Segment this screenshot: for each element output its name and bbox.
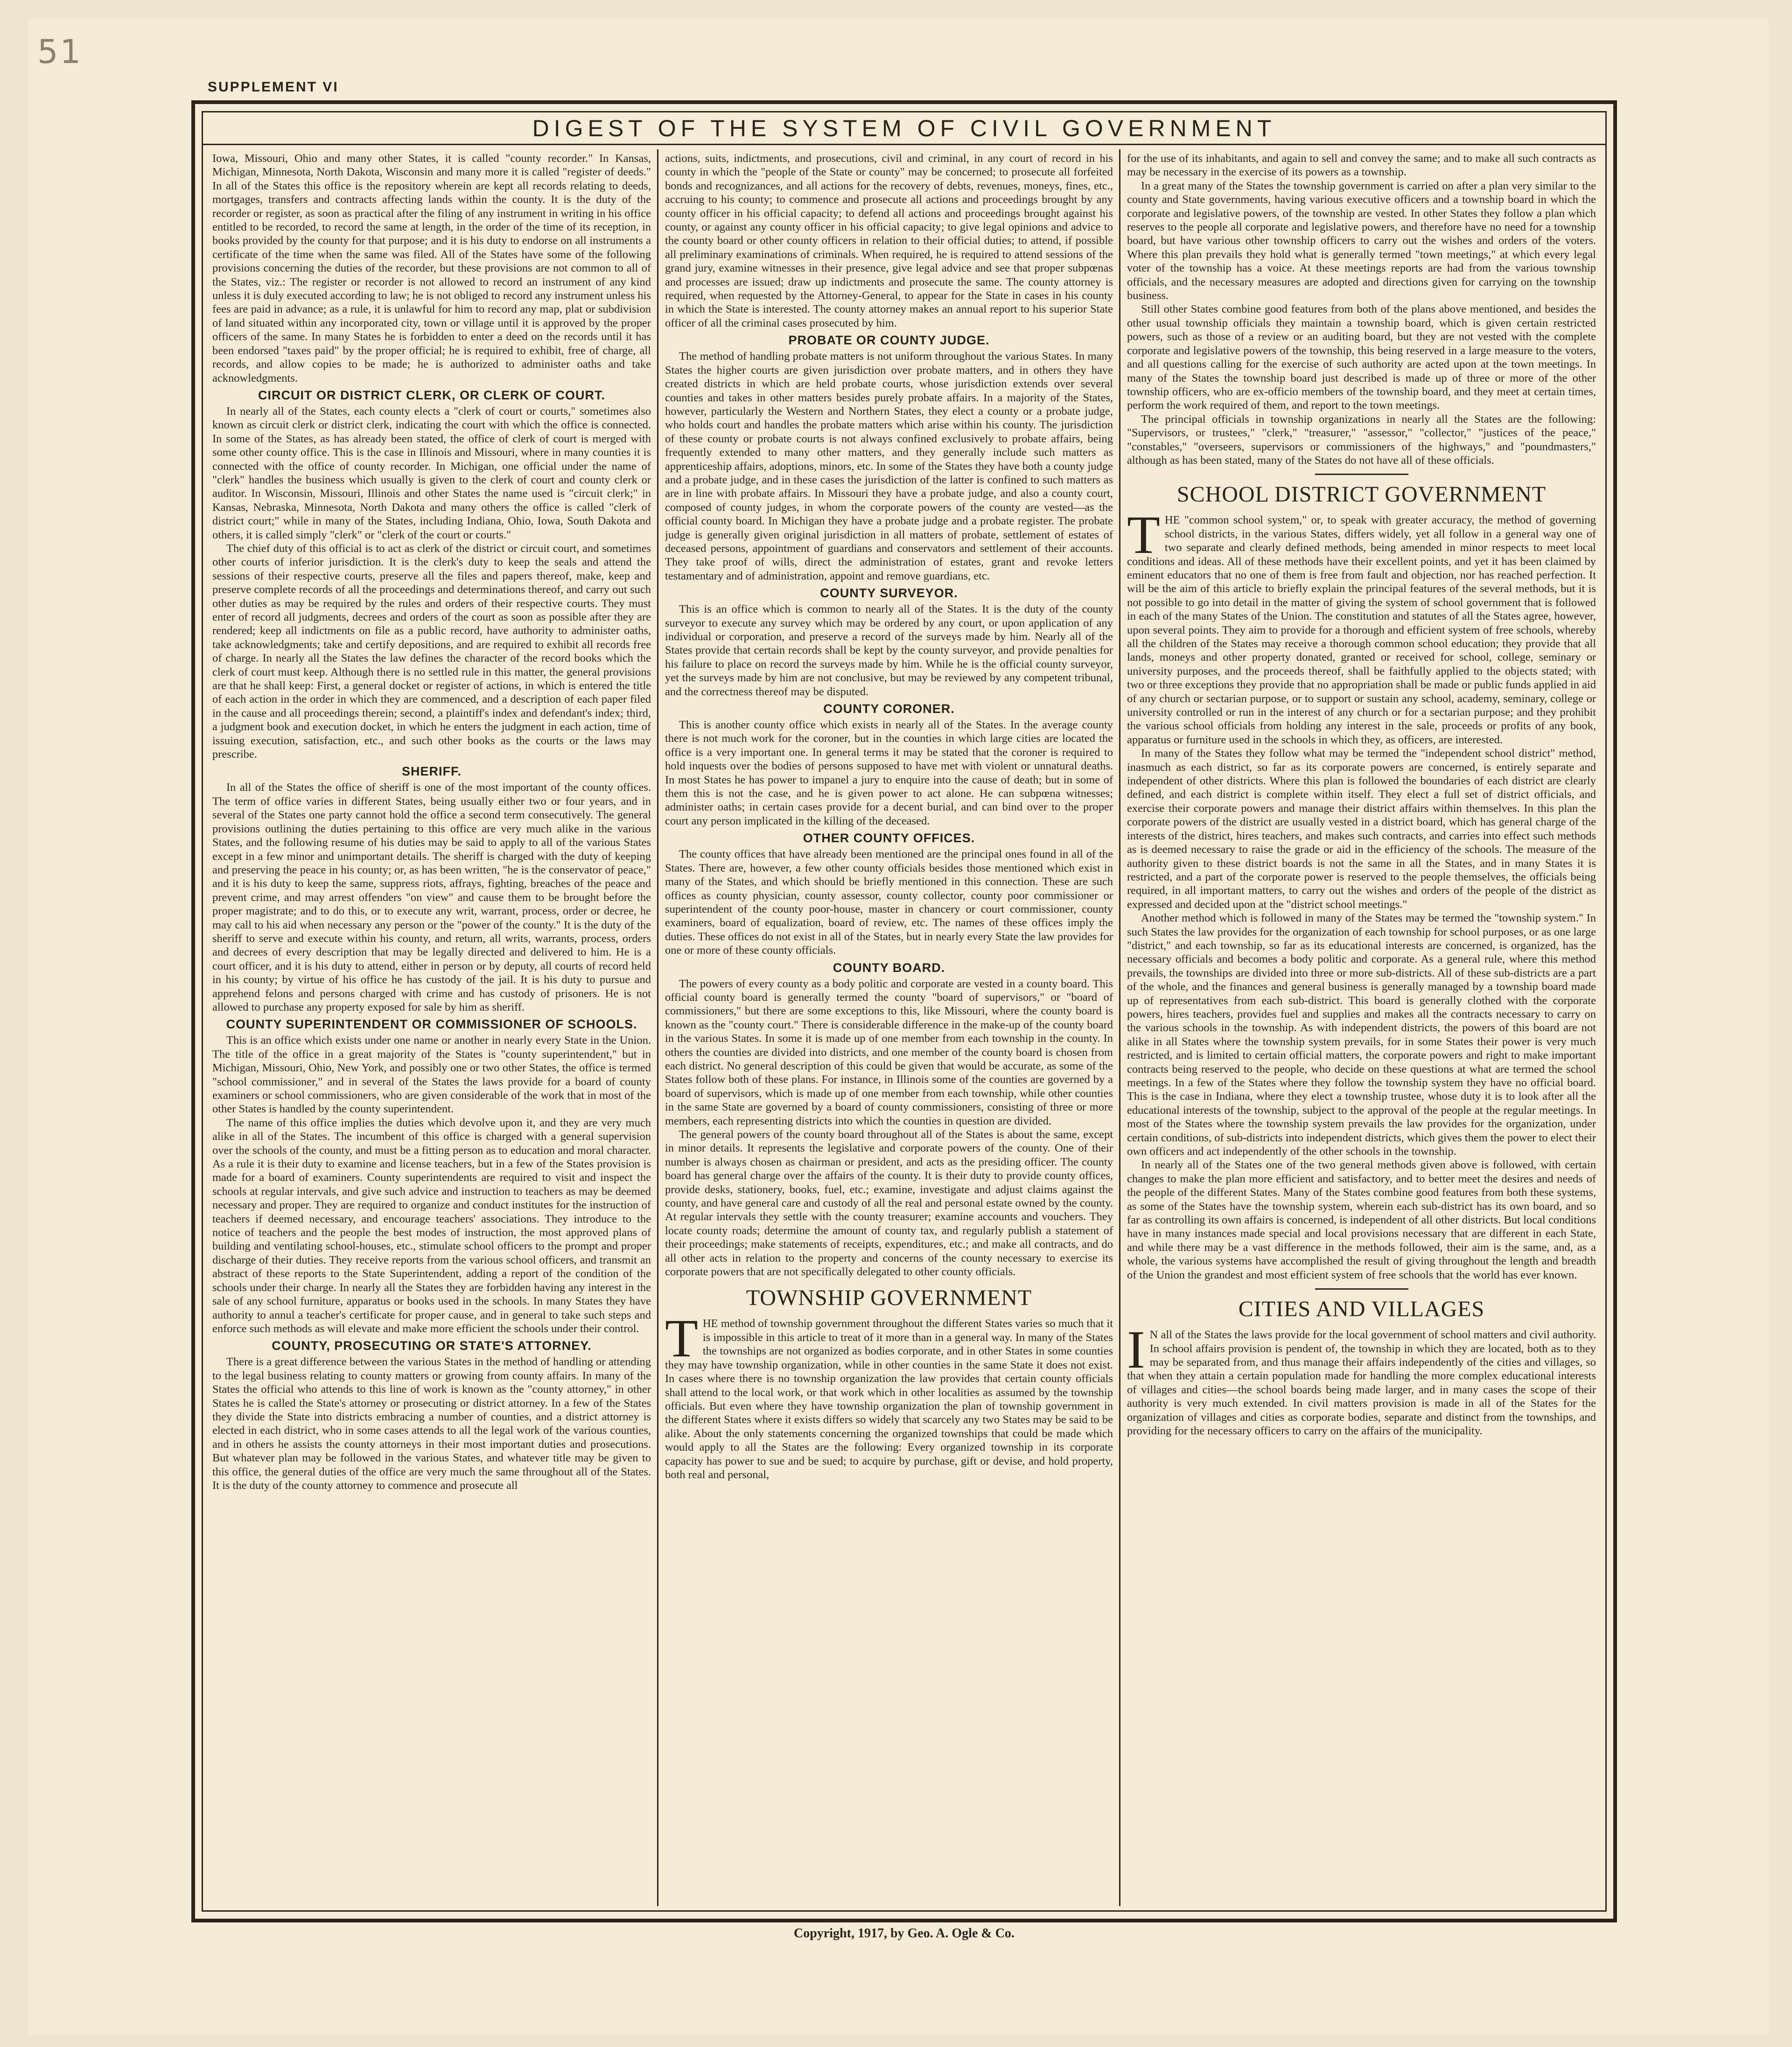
paragraph-superintendent-2: The name of this office implies the duties which devolve upon it, and they are very much alike in all of the States. The incumbent of this office is charged with a general supervision over the schools of the county, and must be a fitting person as to education and moral character. As a rule it is their duty to examine and license teachers, but in a few of the States provision is made for a board of examiners. County superintendents are required to visit and inspect the schools at regular intervals, and give such advice and instruction to teachers as may be deemed necessary and proper. They are required to organize and conduct institutes for the instruction of teachers if deemed necessary, and encourage teachers' associations. They introduce to the notice of teachers and the people the best modes of instruction, the most approved plans of building and ventilating school-houses, etc., stimulate school officers to the prompt and proper discharge of their duties. They receive reports from the various school officers, and transmit an abstract of these reports to the State Superintendent, adding a report of the condition of the schools under their charge. In nearly all the States they are forbidden having any interest in the sale of any school furniture, apparatus or books used in the schools. In many States they have authority to annul a teacher's certificate for proper cause, and in general to take such steps and enforce such methods as will elevate and make more efficient the schools under their control. [212, 1116, 651, 1335]
page-title: DIGEST OF THE SYSTEM OF CIVIL GOVERNMENT [532, 115, 1276, 141]
paragraph-coroner: This is another county office which exists in nearly all of the States. In the average county there is not much work for the coroner, but in the counties in which large cities are located the office is a very important one. In general terms it may be stated that the coroner is required to hold inquests over the bodies of persons supposed to have met with violent or unnatural deaths. In most States he has power to impanel a jury to enquire into the cause of death; but in some of them this is not the case, and he is given power to act alone. He can subpœna witnesses; administer oaths; in certain cases provide for a decent burial, and can bind over to the proper court any person implicated in the killing of the deceased. [665, 719, 1113, 827]
heading-probate: PROBATE OR COUNTY JUDGE. [788, 333, 990, 348]
paragraph-superintendent-1: This is an office which exists under one name or another in nearly every State in the Union. The title of the office in a great majority of the States is "county superintendent," but in Michigan, Missouri, Ohio, New York, and possibly one or two other States, the office is termed "school commissioner," and in several of the States the laws provide for a board of county examiners or school commissioners, who are given considerable of the work that in most of the other States is handled by the county superintendent. [212, 1034, 651, 1116]
paragraph-school-1-text: HE "common school system," or, to speak with greater accuracy, the method of governing school districts, in the various States, differs widely, yet all follow in a general way one of two separate and clearly defined methods, being amended in minor respects to meet local conditions and ideas. All of these methods have their excellent points, and yet it has been claimed by eminent educators that no one of them is free from fault and objection, nor has reached perfection. It will be the aim of this article to briefly explain the principal features of the several methods, but it is not possible to go into detail in the matter of giving the system of school government that is followed in each of the many States of the Union. The constitution and statutes of all the States agree, however, upon several points. They aim to provide for a thorough and efficient system of free schools, whereby all the children of the States may receive a thorough common school education; they provide that all lands, moneys and other property donated, granted or received for school, college, seminary or university purposes, and the proceeds thereof, shall be faithfully applied to the objects stated; with two or three exceptions they provide that no appropriation shall be made or public funds applied in aid of any church or sectarian purpose, or to support or sustain any school, academy, seminary, college or university controlled or run in the interest of any church or for a sectarian purpose; and they prohibit the various school officials from holding any interest in the sale, proceeds or profits of any book, apparatus or furniture used in the schools in which they, as officers, are interested. [1127, 514, 1596, 746]
paragraph-township-4: The principal officials in township organizations in nearly all the States are the following: "Supervisors, or trustees," "clerk," "treasurer," "assessor," "collector," "justices of the peace," "constables," "overseers, supervisors or commissioners of the highways," and "poundmasters," although as has been stated, many of the States do not have all of these officials. [1127, 412, 1596, 467]
paragraph-clerk-1: In nearly all of the States, each county elects a "clerk of court or courts," sometimes also known as circuit clerk or district clerk, indicating the court with which the office is connected. In some of the States, as has already been stated, the office of clerk of court is merged with some other county office. This is the case in Illinois and Missouri, where in many counties it is connected with the office of county recorder. In Michigan, one official under the name of "clerk" handles the business which usually is given to the clerk of court and county clerk or auditor. In Wisconsin, Missouri, Illinois and other States the name used is "circuit clerk;" in Kansas, Nebraska, Minnesota, North Dakota and many others the office is called "clerk of district court;" while in many of the States, including Indiana, Ohio, Iowa, South Dakota and others, it is called simply "clerk" or "clerk of the court or courts." [212, 405, 651, 541]
heading-superintendent: COUNTY SUPERINTENDENT OR COMMISSIONER OF SCHOOLS. [226, 1017, 637, 1032]
paragraph-township-3: Still other States combine good features from both of the plans above mentioned, and besides the other usual township officials they maintain a township board, which is given certain restricted powers, such as those of a review or an auditing board, but they are not vested with the complete corporate and legislative powers of the township, this being reserved in a large measure to the voters, and all questions calling for the exercise of such authority are acted upon at the town meetings. In many of the States the township board just described is made up of three or more of the other township officers, who are ex-officio members of the township board, and they meet at certain times, perform the work required of them, and report to the town meetings. [1127, 303, 1596, 412]
paragraph-attorney-continued: actions, suits, indictments, and prosecutions, civil and criminal, in any court of record in his county in which the "people of the State or county" may be concerned; to prosecute all forfeited bonds and recognizances, and all actions for the recovery of debts, revenues, moneys, fines, etc., accruing to his county; to commence and prosecute all actions and proceedings brought by any county officer in his official capacity; to defend all actions and proceedings brought against his county, or against any county officer in his official capacity; to give legal opinions and advice to the county board or other county officers in relation to their official duties; to attend, if possible all preliminary examinations of criminals. When required, he is required to attend sessions of the grand jury, examine witnesses in their presence, give legal advice and see that proper subpœnas and processes are issued; draw up indictments and prosecute the same. The county attorney is required, when requested by the Attorney-General, to appear for the State in cases in his county in which the State is interested. The county attorney makes an annual report to his superior State officer of all the criminal cases prosecuted by him. [665, 152, 1113, 329]
dropcap-t: T [1127, 505, 1160, 566]
paragraph-school-4: In nearly all of the States one of the two general methods given above is followed, with certain changes to make the plan more efficient and satisfactory, and to better meet the desires and needs of the people of the different States. Many of the States combine good features from both these systems, as some of the States have the township system, wherein each sub-district has its own board, and so far as controlling its own affairs is concerned, is independent of all other districts. But local conditions have in many instances made special and local provisions necessary that are different in each State, and while there may be a vast difference in the methods followed, their aim is the same, and, as a whole, the various systems have accomplished the result of giving throughout the length and breadth of the Union the grandest and most efficient system of free schools that the world has ever known. [1127, 1159, 1596, 1281]
paragraph-probate: The method of handling probate matters is not uniform throughout the various States. In many States the higher courts are given jurisdiction over probate matters, and in others they have created districts in which are held probate courts, whose jurisdiction extends over several counties and takes in other matters besides purely probate affairs. In a majority of the States, however, particularly the Western and Northern States, they elect a county or a probate judge, who holds court and handles the probate matters which arise within his county. The jurisdiction of these county or probate courts is not always confined exclusively to probate affairs, being frequently extended to many other matters, and they generally include such matters as apprenticeship affairs, adoptions, minors, etc. In some of the States they have both a county judge and a probate judge, and in these cases the jurisdiction of the latter is confined to such matters as are in line with probate affairs. In Missouri they have a probate judge, and also a county court, composed of county judges, in whom the corporate powers of the county are vested—as the official county board. In Michigan they have a probate judge and a probate register. The probate judge is generally given original jurisdiction in all matters of probate, settlement of estates of deceased persons, appointment of guardians and conservators and settlement of their accounts. They take proof of wills, direct the administration of estates, grant and revoke letters testamentary and of administration, appoint and remove guardians, etc. [665, 350, 1113, 582]
heading-attorney: COUNTY, PROSECUTING OR STATE'S ATTORNEY. [272, 1339, 592, 1353]
paragraph-cities [1127, 1320, 1596, 1438]
paragraph-sheriff: In all of the States the office of sheriff is one of the most important of the county offices. The term of office varies in different States, being usually either two or four years, and in several of the States one party cannot hold the office a second term consecutively. The general provisions outlining the duties pertaining to this office are very much alike in the various States, and the following resume of his duties may be said to apply to all of the various States except in a few minor and unimportant details. The sheriff is charged with the duty of keeping and preserving the peace in his county; or, as has been written, "he is the conservator of peace," and it is his duty to keep the same, suppress riots, affrays, fighting, breaches of the peace and prevent crime, and may arrest offenders "on view" and cause them to be brought before the proper magistrate; and to do this, or to execute any writ, warrant, process, order or decree, he may call to his aid when necessary any person or the "power of the county." It is the duty of the sheriff to serve and execute within his county, and return, all writs, warrants, process, orders and decrees of every description that may be legally directed and delivered to him. He is a court officer, and it is his duty to attend, either in person or by deputy, all courts of record held in his county; by virtue of his office he has custody of the jail. It is his duty to pursue and apprehend felons and persons charged with crime and has custody of prisoners. He is not allowed to purchase any property exposed for sale by him as sheriff. [212, 781, 651, 1013]
paragraph-township [665, 1309, 1113, 1481]
section-rule [1315, 1288, 1408, 1290]
paragraph-county-board-1: The powers of every county as a body politic and corporate are vested in a county board. This official county board is generally termed the county "board of supervisors," or "board of commissioners," but there are some exceptions to this, like Missouri, where the county board is known as the "county court." There is considerable difference in the make-up of the county board in the various States. In some it is made up of one member from each township in the county. In others the counties are divided into districts, and one member of the county board is chosen from each district. No general description of this could be given that would be accurate, as some of the States follow both of these plans. For instance, in Illinois some of the counties are governed by a board of supervisors, which is made up of one member from each township, while other counties in the same State are governed by a board of county commissioners, consisting of three or more members, each representing districts into which the counties in question are divided. [665, 977, 1113, 1127]
title-rule [202, 144, 1607, 145]
paragraph-county-board-2: The general powers of the county board throughout all of the States is about the same, except in minor details. It represents the legislative and corporate powers of the county. One of their number is always chosen as chairman or president, and acts as the presiding officer. The county board has general charge over the affairs of the county. It is their duty to provide county offices, provide desks, stationery, books, fuel, etc.; examine, investigate and adjust claims against the county, and have general care and custody of all the real and personal estate owned by the county. At regular intervals they settle with the county treasurer; examine accounts and vouchers. They locate county roads; determine the amount of county tax, and regularly publish a statement of their proceedings; make statements of receipts, expenditures, etc.; and make all contracts, and do all other acts in relation to the property and concerns of the county necessary to exercise its corporate powers that are not specifically delegated to other county officials. [665, 1128, 1113, 1279]
dropcap-t: T [665, 1309, 698, 1369]
heading-cities-villages: CITIES AND VILLAGES [1238, 1297, 1485, 1322]
heading-county-board: COUNTY BOARD. [833, 960, 945, 975]
column-1 [212, 152, 651, 1904]
heading-surveyor: COUNTY SURVEYOR. [820, 586, 958, 601]
paragraph-attorney: There is a great difference between the various States in the method of handling or attending to the legal business relating to county matters or growing from county affairs. In many of the States the official who attends to this line of work is known as the "county attorney," in other States he is called the State's attorney or prosecuting or district attorney. In a few of the States they divide the State into districts embracing a number of counties, and a district attorney is elected in each district, who in some cases attends to all the legal work of the various counties, and in others he assists the county attorneys in their most important duties and prosecutions. But whatever plan may be followed in the various States, and whatever title may be given to this office, the general duties of the office are very much the same throughout all of the States. It is the duty of the county attorney to commence and prosecute all [212, 1355, 651, 1492]
paragraph-recorder: Iowa, Missouri, Ohio and many other States, it is called "county recorder." In Kansas, Michigan, Minnesota, North Dakota, Wisconsin and many more it is called "register of deeds." In all of the States this office is the repository wherein are kept all records relating to deeds, mortgages, transfers and contracts affecting lands within the county. It is the duty of the recorder or register, as soon as practical after the filing of any instrument in writing in his office entitled to be recorded, to record the same at length, in the order of the time of its reception, in books provided by the county for that purpose; and it is his duty to endorse on all instruments a certificate of the time when the same was filed. All of the States have some of the following provisions concerning the duties of the recorder, but these provisions are not common to all of the States, viz.: The register or recorder is not allowed to record an instrument of any kind unless it is duly executed according to law; he is not obliged to record any instrument unless his fees are paid in advance; as a rule, it is unlawful for him to record any map, plat or subdivision of land situated within any incorporated city, town or village until it is approved by the proper officers of the same. In many States he is forbidden to enter a deed on the records until it has been endorsed "taxes paid" by the proper official; he is required to exhibit, free of charge, all records, and allow copies to be made; he is authorized to administer oaths and take acknowledgments. [212, 152, 651, 384]
heading-clerk: CIRCUIT OR DISTRICT CLERK, OR CLERK OF COURT. [258, 388, 605, 402]
heading-school-district: SCHOOL DISTRICT GOVERNMENT [1176, 482, 1547, 507]
column-divider-2 [1119, 149, 1120, 1906]
heading-coroner: COUNTY CORONER. [823, 702, 955, 716]
page-number: 51 [37, 33, 83, 71]
column-3 [1127, 152, 1596, 1904]
paragraph-clerk-2: The chief duty of this official is to act as clerk of the district or circuit court, and sometimes other courts of inferior jurisdiction. It is the clerk's duty to keep the seals and attend the sessions of their respective courts, preserve all the files and papers thereof, make, keep and preserve complete records of all the proceedings and determinations thereof, and carry out such other duties as may be required by the rules and orders of their respective courts. They must enter of record all judgments, decrees and orders of the court as soon as possible after they are rendered; keep all indictments on file as a public record, have authority to administer oaths, take acknowledgments; take and certify depositions, and are required to exhibit all records free of charge. In nearly all the States the law defines the character of the record books which the clerk of court must keep. Although there is no settled rule in this matter, the general provisions are that he shall keep: First, a general docket or register of actions, in which is entered the title of each action in the order in which they are commenced, and a description of each paper filed in the cause and all proceedings therein; second, a plaintiff's index and defendant's index; third, a judgment book and execution docket, in which he enters the judgment in each action, time of issuing execution, satisfaction, etc., and such other books as the courts or the laws may prescribe. [212, 542, 651, 761]
heading-sheriff: SHERIFF. [401, 764, 462, 779]
paragraph-surveyor: This is an office which is common to nearly all of the States. It is the duty of the county surveyor to execute any survey which may be ordered by any court, or upon application of any individual or corporation, and preserve a record of the surveys made by him. Nearly all of the States provide that certain records shall be kept by the county surveyor, and provide penalties for his failure to place on record the surveys made by him. While he is the official county surveyor, yet the surveys made by him are not conclusive, but may be reviewed by any competent tribunal, and the correctness thereof may be disputed. [665, 603, 1113, 698]
heading-other-offices: OTHER COUNTY OFFICES. [803, 831, 975, 845]
column-2 [665, 152, 1113, 1904]
paragraph-school-3: Another method which is followed in many of the States may be termed the "township system." In such States the law provides for the organization of each township for school purposes, or as one large "district," and each township, so far as its educational interests are concerned, is organized, has the necessary officials and becomes a body politic and corporate. As a general rule, where this method prevails, the townships are divided into three or more sub-districts. All of these sub-districts are a part of the whole, and the finances and general business is generally managed by a township board made up of representatives from each sub-district. This board is generally clothed with the corporate powers, hires teachers, provides fuel and supplies and makes all the contracts necessary to carry on the various schools in the township. As with independent districts, the powers of this board are not alike in all States where the township system prevails, for in some States their power is very much restricted, and is limited to certain official matters, the corporate powers and right to make important contracts being reserved to the people, who decide on these questions at what are termed the school meetings. In a few of the States where they follow the township system they have no official board. This is the case in Indiana, where they elect a township trustee, whose duty it is to look after all the educational interests of the township, subject to the approval of the people at the regular meetings. In most of the States where the township system prevails the law provides for the organization, under certain conditions, of sub-districts into independent districts, which gives them the power to elect their own officers and act independently of the other schools in the township. [1127, 912, 1596, 1158]
paragraph-school-2: In many of the States they follow what may be termed the "independent school district" method, inasmuch as each district, so far as its corporate powers are concerned, is entirely separate and independent of other districts. Where this plan is followed the boundaries of each district are clearly defined, and each district is complete within itself. They elect a full set of district officials, and exercise their corporate powers and manage their district affairs within themselves. In this plan the corporate powers of the district are usually vested in a district board, which has general charge of the interests of the district, hires teachers, and makes such contracts, and carries into effect such methods as is deemed necessary to raise the grade or aid in the efficiency of the schools. The measure of the authority given to these district boards is not the same in all the States, and in many States it is restricted, and a part of the corporate power is reserved to the people themselves, the officials being required, in all important matters, to carry out the wishes and orders of the people of the district as expressed and decided upon at the "district school meetings." [1127, 747, 1596, 911]
paragraph-township-text: HE method of township government throughout the different States varies so much that it is impossible in this article to treat of it more than in a general way. In many of the States the townships are not organized as bodies corporate, and in other States in some counties they may have township organization, while in other counties in the same State it does not exist. In cases where there is no township organization the law provides that certain county officials shall attend to the local work, or that work which in other localities as assumed by the township officials. But even where they have township organization the plan of township government in the different States where it exists differs so widely that scarcely any two States may be said to be alike. About the only statements concerning the organized townships that could be made which would apply to all the States are the following: Every organized township in its corporate capacity has power to sue and be sued; to acquire by purchase, gift or devise, and hold property, both real and personal, [665, 1317, 1113, 1481]
paragraph-township-2: In a great many of the States the township government is carried on after a plan very similar to the county and State governments, having various executive officers and a township board in which the corporate and legislative powers, of the township are vested. In other States they follow a plan which reserves to the people all corporate and legislative powers, and therefore have no need for a township board, but have various other township officers to carry out the wishes and orders of the voters. Where this plan prevails they hold what is generally termed "town meetings," at which every legal voter of the township has a voice. At these meetings reports are had from the various township officials, and the necessary measures are adopted and directions given for carrying on the township business. [1127, 179, 1596, 302]
paragraph-school-1 [1127, 505, 1596, 747]
heading-township: TOWNSHIP GOVERNMENT [746, 1285, 1032, 1311]
supplement-label: SUPPLEMENT VI [208, 79, 339, 95]
paragraph-township-continued: for the use of its inhabitants, and again to sell and convey the same; and to make all such contracts as may be necessary in the exercise of its powers as a township. [1127, 152, 1596, 179]
dropcap-i: I [1127, 1320, 1145, 1380]
copyright-line: Copyright, 1917, by Geo. A. Ogle & Co. [794, 1926, 1015, 1941]
paragraph-cities-text: N all of the States the laws provide for the local government of school matters and civil authority. In school affairs provision is pendent of, the township in which they are located, both as to they may be separated from, and thus manage their affairs independently of the cities and villages, so that when they attain a certain population made for handling the more complex educational interests of villages and cities—the school boards being made larger, and in many cases the scope of their authority is very much extended. In civil matters provision is made in all of the States for the organization of villages and cities as corporate bodies, separate and distinct from the townships, and providing for the necessary officers to carry on the affairs of the municipality. [1127, 1328, 1596, 1437]
column-divider-1 [657, 149, 658, 1906]
paragraph-other-offices: The county offices that have already been mentioned are the principal ones found in all of the States. There are, however, a few other county officials besides those mentioned which exist in many of the States, and which should be briefly mentioned in this connection. These are such offices as county physician, county assessor, county collector, county poor commissioner or superintendent of the county poor-house, master in chancery or court commissioner, county examiners, board of equalization, board of review, etc. The names of these offices imply the duties. These offices do not exist in all of the States, but in nearly every State the law provides for one or more of these county officials. [665, 848, 1113, 957]
section-rule [1315, 474, 1408, 475]
